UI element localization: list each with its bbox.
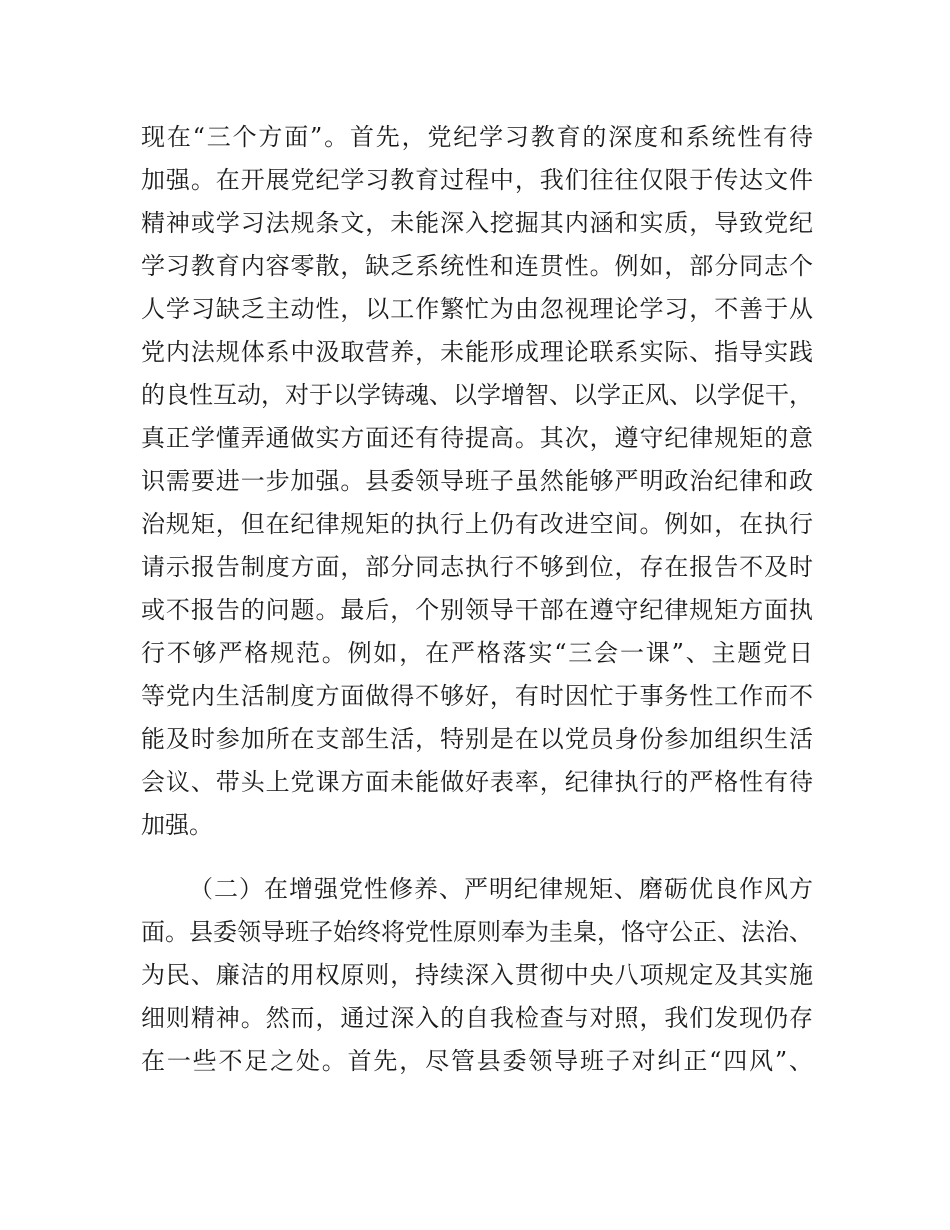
text-line: 现在“三个方面”。首先，党纪学习教育的深度和系统性有待 xyxy=(141,123,813,151)
text-line: 面。县委领导班子始终将党性原则奉为圭臬，恪守公正、法治、 xyxy=(141,918,813,946)
body-paragraph-1 xyxy=(141,116,813,847)
text-line: 党内法规体系中汲取营养，未能形成理论联系实际、指导实践 xyxy=(141,338,813,366)
section-heading-line: （二）在增强党性修养、严明纪律规矩、磨砺优良作风方 xyxy=(189,875,813,903)
text-line: 治规矩，但在纪律规矩的执行上仍有改进空间。例如，在执行 xyxy=(141,510,813,538)
text-line: 等党内生活制度方面做得不够好，有时因忙于事务性工作而不 xyxy=(141,682,813,710)
text-line: 学习教育内容零散，缺乏系统性和连贯性。例如，部分同志个 xyxy=(141,252,813,280)
text-line: 为民、廉洁的用权原则，持续深入贯彻中央八项规定及其实施 xyxy=(141,961,813,989)
text-line: 加强。 xyxy=(141,811,213,839)
body-paragraph-2 xyxy=(141,868,813,1083)
text-line: 加强。在开展党纪学习教育过程中，我们往往仅限于传达文件 xyxy=(141,166,813,194)
text-line: 会议、带头上党课方面未能做好表率，纪律执行的严格性有待 xyxy=(141,768,813,796)
text-line: 在一些不足之处。首先，尽管县委领导班子对纠正“四风”、 xyxy=(141,1047,813,1075)
text-line: 或不报告的问题。最后，个别领导干部在遵守纪律规矩方面执 xyxy=(141,596,813,624)
text-line: 细则精神。然而，通过深入的自我检查与对照，我们发现仍存 xyxy=(141,1004,813,1032)
text-line: 行不够严格规范。例如，在严格落实“三会一课”、主题党日 xyxy=(141,639,813,667)
text-line: 请示报告制度方面，部分同志执行不够到位，存在报告不及时 xyxy=(141,553,813,581)
text-line: 真正学懂弄通做实方面还有待提高。其次，遵守纪律规矩的意 xyxy=(141,424,813,452)
text-line: 的良性互动，对于以学铸魂、以学增智、以学正风、以学促干， xyxy=(141,381,813,409)
text-line: 精神或学习法规条文，未能深入挖掘其内涵和实质，导致党纪 xyxy=(141,209,813,237)
text-line: 识需要进一步加强。县委领导班子虽然能够严明政治纪律和政 xyxy=(141,467,813,495)
text-line: 人学习缺乏主动性，以工作繁忙为由忽视理论学习，不善于从 xyxy=(141,295,813,323)
text-line: 能及时参加所在支部生活，特别是在以党员身份参加组织生活 xyxy=(141,725,813,753)
